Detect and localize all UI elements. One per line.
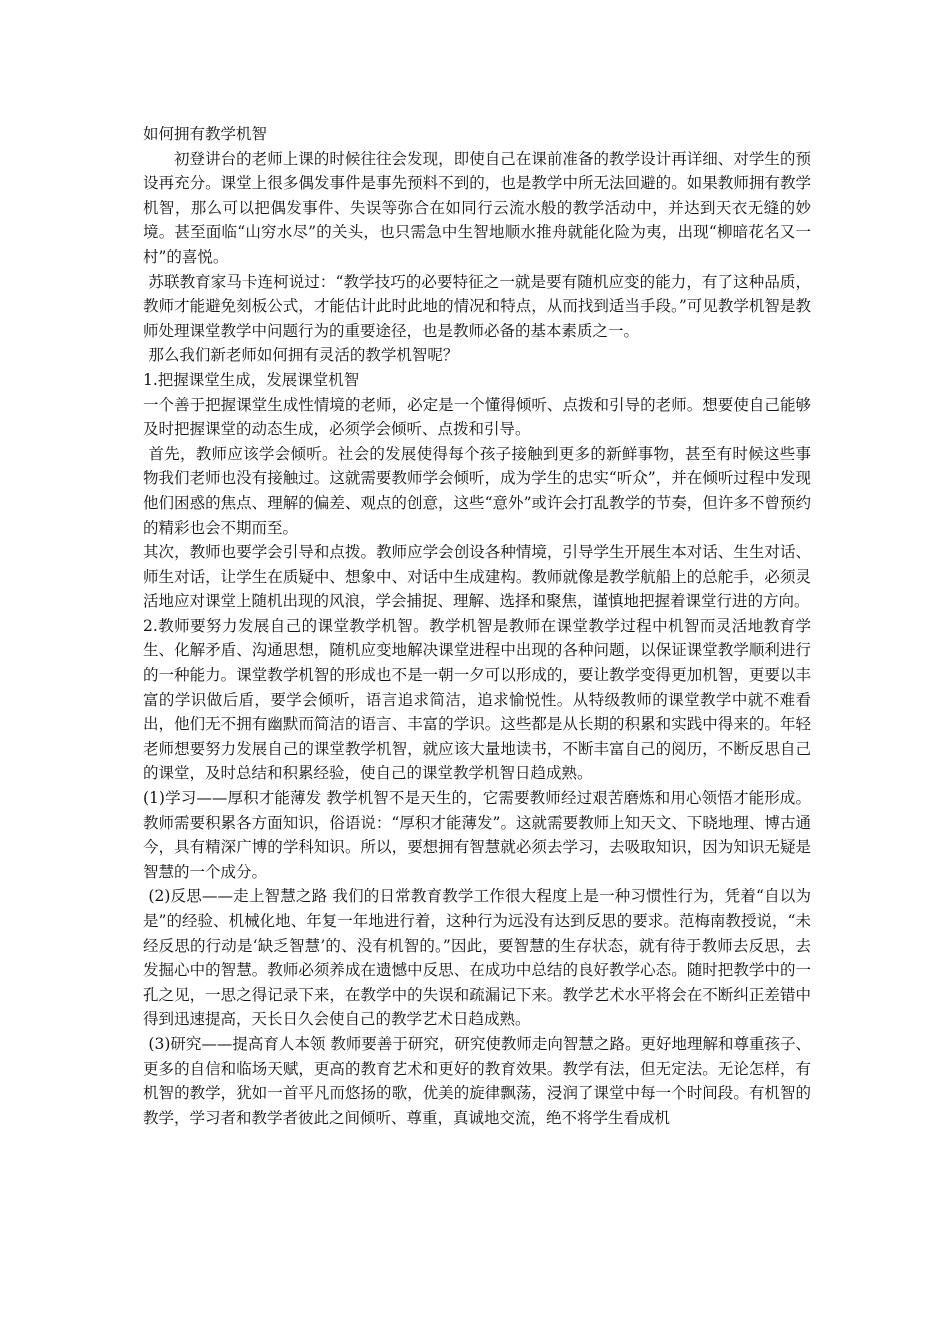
paragraph-quote: 苏联教育家马卡连柯说过：“教学技巧的必要特征之一就是要有随机应变的能力，有了这种品质，教师才能避免刻板公式，才能估计此时此地的情况和特点，从而找到适当手段。”可见教学机智是教师处理课堂教学中问题行为的重要途径，也是教师必备的基本素质之一。 (143, 272, 811, 340)
paragraph-intro: 初登讲台的老师上课的时候往往会发现，即使自己在课前准备的教学设计再详细、对学生的预设再充分。课堂上很多偶发事件是事先预料不到的，也是教学中所无法回避的。如果教师拥有教学机智，那么可以把偶发事件、失误等弥合在如同行云流水般的教学活动中，并达到天衣无缝的妙境。甚至面临“山穷水尽”的关头，也只需急中生智地顺水推舟就能化险为夷，出现“柳暗花名又一村”的喜悦。 (143, 149, 811, 266)
document-title: 如何拥有教学机智 (143, 125, 268, 143)
paragraph-guiding: 其次，教师也要学会引导和点拨。教师应学会创设各种情境，引导学生开展生本对话、生生对话、师生对话，让学生在质疑中、想象中、对话中生成建构。教师就像是教学航船上的总舵手，必须灵活地应对课堂上随机出现的风浪，学会捕捉、理解、选择和聚焦，谨慎地把握着课堂行进的方向。 (143, 543, 811, 611)
paragraph-research: (3)研究——提高育人本领 教师要善于研究，研究使教师走向智慧之路。更好地理解和尊重孩子、更多的自信和临场天赋，更高的教育艺术和更好的教育效果。教学有法，但无定法。无论怎样，有机智的教学，犹如一首平凡而悠扬的歌，优美的旋律飘荡，浸润了课堂中每一个时间段。有机智的教学，学习者和教学者彼此之间倾听、尊重，真诚地交流，绝不将学生看成机 (143, 1034, 811, 1127)
paragraph-section-1: 一个善于把握课堂生成性情境的老师，必定是一个懂得倾听、点拨和引导的老师。想要使自己能够及时把握课堂的动态生成，必须学会倾听、点拨和引导。 (143, 395, 811, 439)
section-heading-1: 1.把握课堂生成，发展课堂机智 (143, 370, 360, 389)
document-body (143, 122, 811, 1130)
paragraph-section-2: 2.教师要努力发展自己的课堂教学机智。教学机智是教师在课堂教学过程中机智而灵活地教育学生、化解矛盾、沟通思想，随机应变地解决课堂进程中出现的各种问题，以保证课堂教学顺利进行的一种能力。课堂教学机智的形成也不是一朝一夕可以形成的，要让教学变得更加机智，更要以丰富的学识做后盾，要学会倾听，语言追求简洁，追求愉悦性。从特级教师的课堂教学中就不难看出，他们无不拥有幽默而简洁的语言、丰富的学识。这些都是从长期的积累和实践中得来的。年轻老师想要努力发展自己的课堂教学机智，就应该大量地读书，不断丰富自己的阅历，不断反思自己的课堂，及时总结和积累经验，使自己的课堂教学机智日趋成熟。 (143, 616, 811, 783)
paragraph-learning: (1)学习——厚积才能薄发 教学机智不是天生的，它需要教师经过艰苦磨炼和用心领悟才能形成。教师需要积累各方面知识，俗语说：“厚积才能薄发”。这就需要教师上知天文、下晓地理、博古通今，具有精深广博的学科知识。所以，要想拥有智慧就必须去学习，去吸取知识，因为知识无疑是智慧的一个成分。 (143, 789, 811, 881)
paragraph-question: 那么我们新老师如何拥有灵活的教学机智呢？ (148, 346, 459, 365)
paragraph-listening: 首先，教师应该学会倾听。社会的发展使得每个孩子接触到更多的新鲜事物，甚至有时候这些事物我们老师也没有接触过。这就需要教师学会倾听，成为学生的忠实“听众”，并在倾听过程中发现他们困惑的焦点、理解的偏差、观点的创意，这些“意外”或许会打乱教学的节奏，但许多不曾预约的精彩也会不期而至。 (143, 444, 811, 537)
paragraph-reflection: (2)反思——走上智慧之路 我们的日常教育教学工作很大程度上是一种习惯性行为，凭着“自以为是”的经验、机械化地、年复一年地进行着，这种行为远没有达到反思的要求。范梅南教授说，“未经反思的行动是‘缺乏智慧’的、没有机智的。”因此，要智慧的生存状态，就有待于教师去反思，去发掘心中的智慧。教师必须养成在遗憾中反思、在成功中总结的良好教学心态。随时把教学中的一孔之见，一思之得记录下来，在教学中的失误和疏漏记下来。教学艺术水平将会在不断纠正差错中得到迅速提高，天长日久会使自己的教学艺术日趋成熟。 (143, 887, 811, 1029)
